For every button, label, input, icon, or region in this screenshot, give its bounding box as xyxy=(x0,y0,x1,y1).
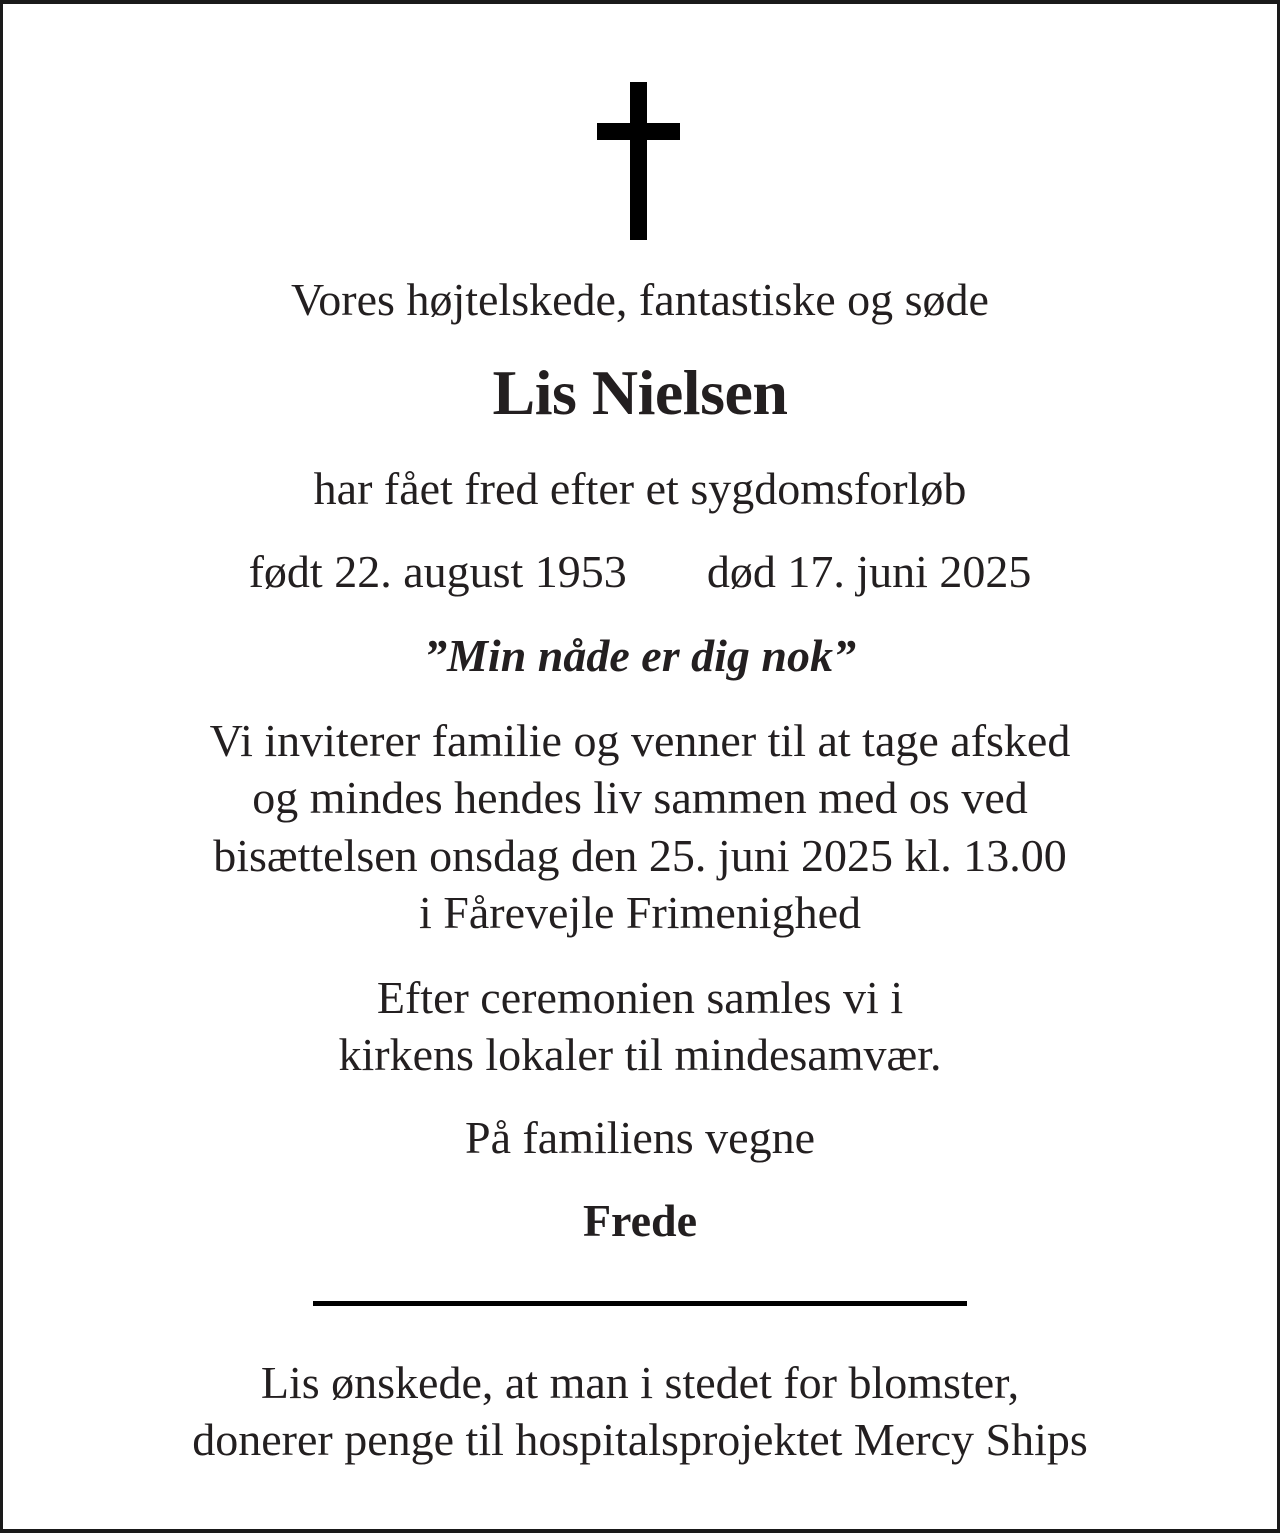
donation-line-2: donerer penge til hospitalsprojektet Mercy Ships xyxy=(192,1414,1088,1465)
cross-vertical-bar xyxy=(630,82,647,240)
invitation-line-2: og mindes hendes liv sammen med os ved xyxy=(252,772,1028,823)
deceased-name: Lis Nielsen xyxy=(492,357,788,428)
birth-date: født 22. august 1953 xyxy=(248,546,627,597)
invitation-line-1: Vi inviterer familie og venner til at tage afsked xyxy=(209,715,1071,766)
passing-text: har fået fred efter et sygdomsforløb xyxy=(313,463,967,514)
invitation-line-4: i Fårevejle Frimenighed xyxy=(419,887,861,938)
cross-icon xyxy=(597,82,680,240)
donation-line-1: Lis ønskede, at man i stedet for blomster, xyxy=(260,1357,1020,1408)
invitation-line-3: bisættelsen onsdag den 25. juni 2025 kl. 13.00 xyxy=(213,830,1067,881)
death-date: død 17. juni 2025 xyxy=(706,546,1032,597)
life-dates xyxy=(0,544,1280,600)
on-behalf-text: På familiens vegne xyxy=(464,1112,815,1163)
cross-horizontal-bar xyxy=(597,123,680,140)
scripture-quote: ”Min nåde er dig nok” xyxy=(424,630,856,681)
signer-name: Frede xyxy=(582,1195,698,1246)
after-ceremony-line-1: Efter ceremonien samles vi i xyxy=(376,972,904,1023)
separator-line xyxy=(313,1301,967,1306)
intro-text: Vores højtelskede, fantastiske og søde xyxy=(291,274,989,325)
after-ceremony-line-2: kirkens lokaler til mindesamvær. xyxy=(338,1029,942,1080)
